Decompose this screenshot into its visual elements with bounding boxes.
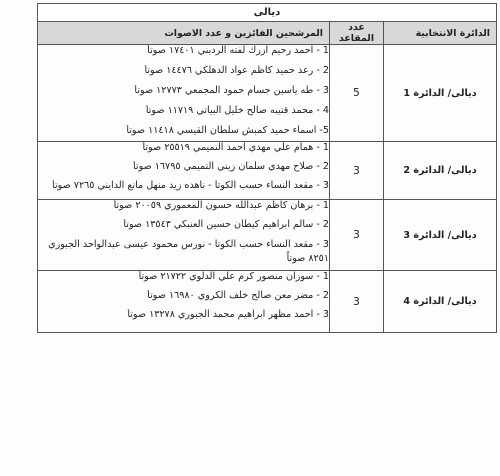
- district-row: [38, 45, 497, 142]
- candidate-item: 2 - مضر معن صالح خلف الكروي ١٦٩٨٠ صوتاً: [147, 290, 329, 301]
- district-row: [38, 142, 497, 200]
- seat-count: 5: [330, 45, 384, 142]
- candidate-item: 1 - سوزان منصور كرم علي الدلوي ٢١٧٢٢ صوتاً: [138, 271, 329, 282]
- results-table: [37, 3, 497, 333]
- title-row: [38, 4, 497, 22]
- candidate-item: 3 - احمد مظهر ابراهيم محمد الجبوري ١٣٢٧٨ صوتاً: [127, 309, 329, 320]
- candidate-item: 2 - صلاح مهدي سلمان زيني التميمي ١٦٧٩٥ صوتاً: [133, 161, 329, 172]
- candidate-item: 2 - سالم ابراهيم كيطان حسين العنبكي ١٣٥٤٣ صوتاً: [123, 219, 329, 230]
- province-title: ديالى: [38, 4, 497, 22]
- district-row: [38, 271, 497, 333]
- candidate-list: [38, 45, 330, 142]
- seat-count: 3: [330, 271, 384, 333]
- candidate-item: 4 - محمد قتيبه صالح خليل البياتي ١١٧١٩ صوتاً: [145, 105, 329, 116]
- district-name: ديالى/ الدائرة 4: [384, 271, 497, 333]
- district-name: ديالى/ الدائرة 3: [384, 200, 497, 271]
- seats-header: عدد المقاعد: [330, 22, 384, 45]
- header-row: [38, 22, 497, 45]
- seat-count: 3: [330, 142, 384, 200]
- candidate-list: [38, 200, 330, 271]
- candidate-item: 3 - طه ياسين جسام حمود المجمعي ١٢٧٧٣ صوتاً: [134, 85, 329, 96]
- candidates-header: المرشحين الفائزين و عدد الاصوات: [38, 22, 330, 45]
- district-header: الدائرة الانتخابية: [384, 22, 497, 45]
- district-name: ديالى/ الدائرة 2: [384, 142, 497, 200]
- candidate-item: 1 - برهان كاظم عبدالله حسون المعموري ٢٠٠٥٩ صوتاً: [113, 200, 329, 211]
- district-name: ديالى/ الدائرة 1: [384, 45, 497, 142]
- candidate-item: 1 - احمد رحيم ازرك لفته الرديني ١٧٤٠١ صوتاً: [147, 45, 329, 56]
- district-row: [38, 200, 497, 271]
- candidate-item: 1 - همام علي مهدي احمد التميمي ٢٥٥١٩ صوتاً: [142, 142, 329, 153]
- candidate-item: 5- اسماء حميد كمبش سلطان القيسي ١١٤١٨ صوتاً: [126, 125, 329, 136]
- candidate-list: [38, 142, 330, 200]
- seat-count: 3: [330, 200, 384, 271]
- candidate-item: 3 - مقعد النساء حسب الكوتا - نورس محمود عيسى عبدالواحد الجبوري ٨٢٥١ صوتاً: [48, 239, 329, 264]
- candidate-list: [38, 271, 330, 333]
- candidate-item: 2 - رعد حميد كاظم عواد الدهلكي ١٤٤٧٦ صوتاً: [144, 65, 329, 76]
- candidate-item: 3 - مقعد النساء حسب الكوتا - ناهده زيد منهل مانع الدايني ٧٢٦٥ صوتاً: [52, 180, 329, 191]
